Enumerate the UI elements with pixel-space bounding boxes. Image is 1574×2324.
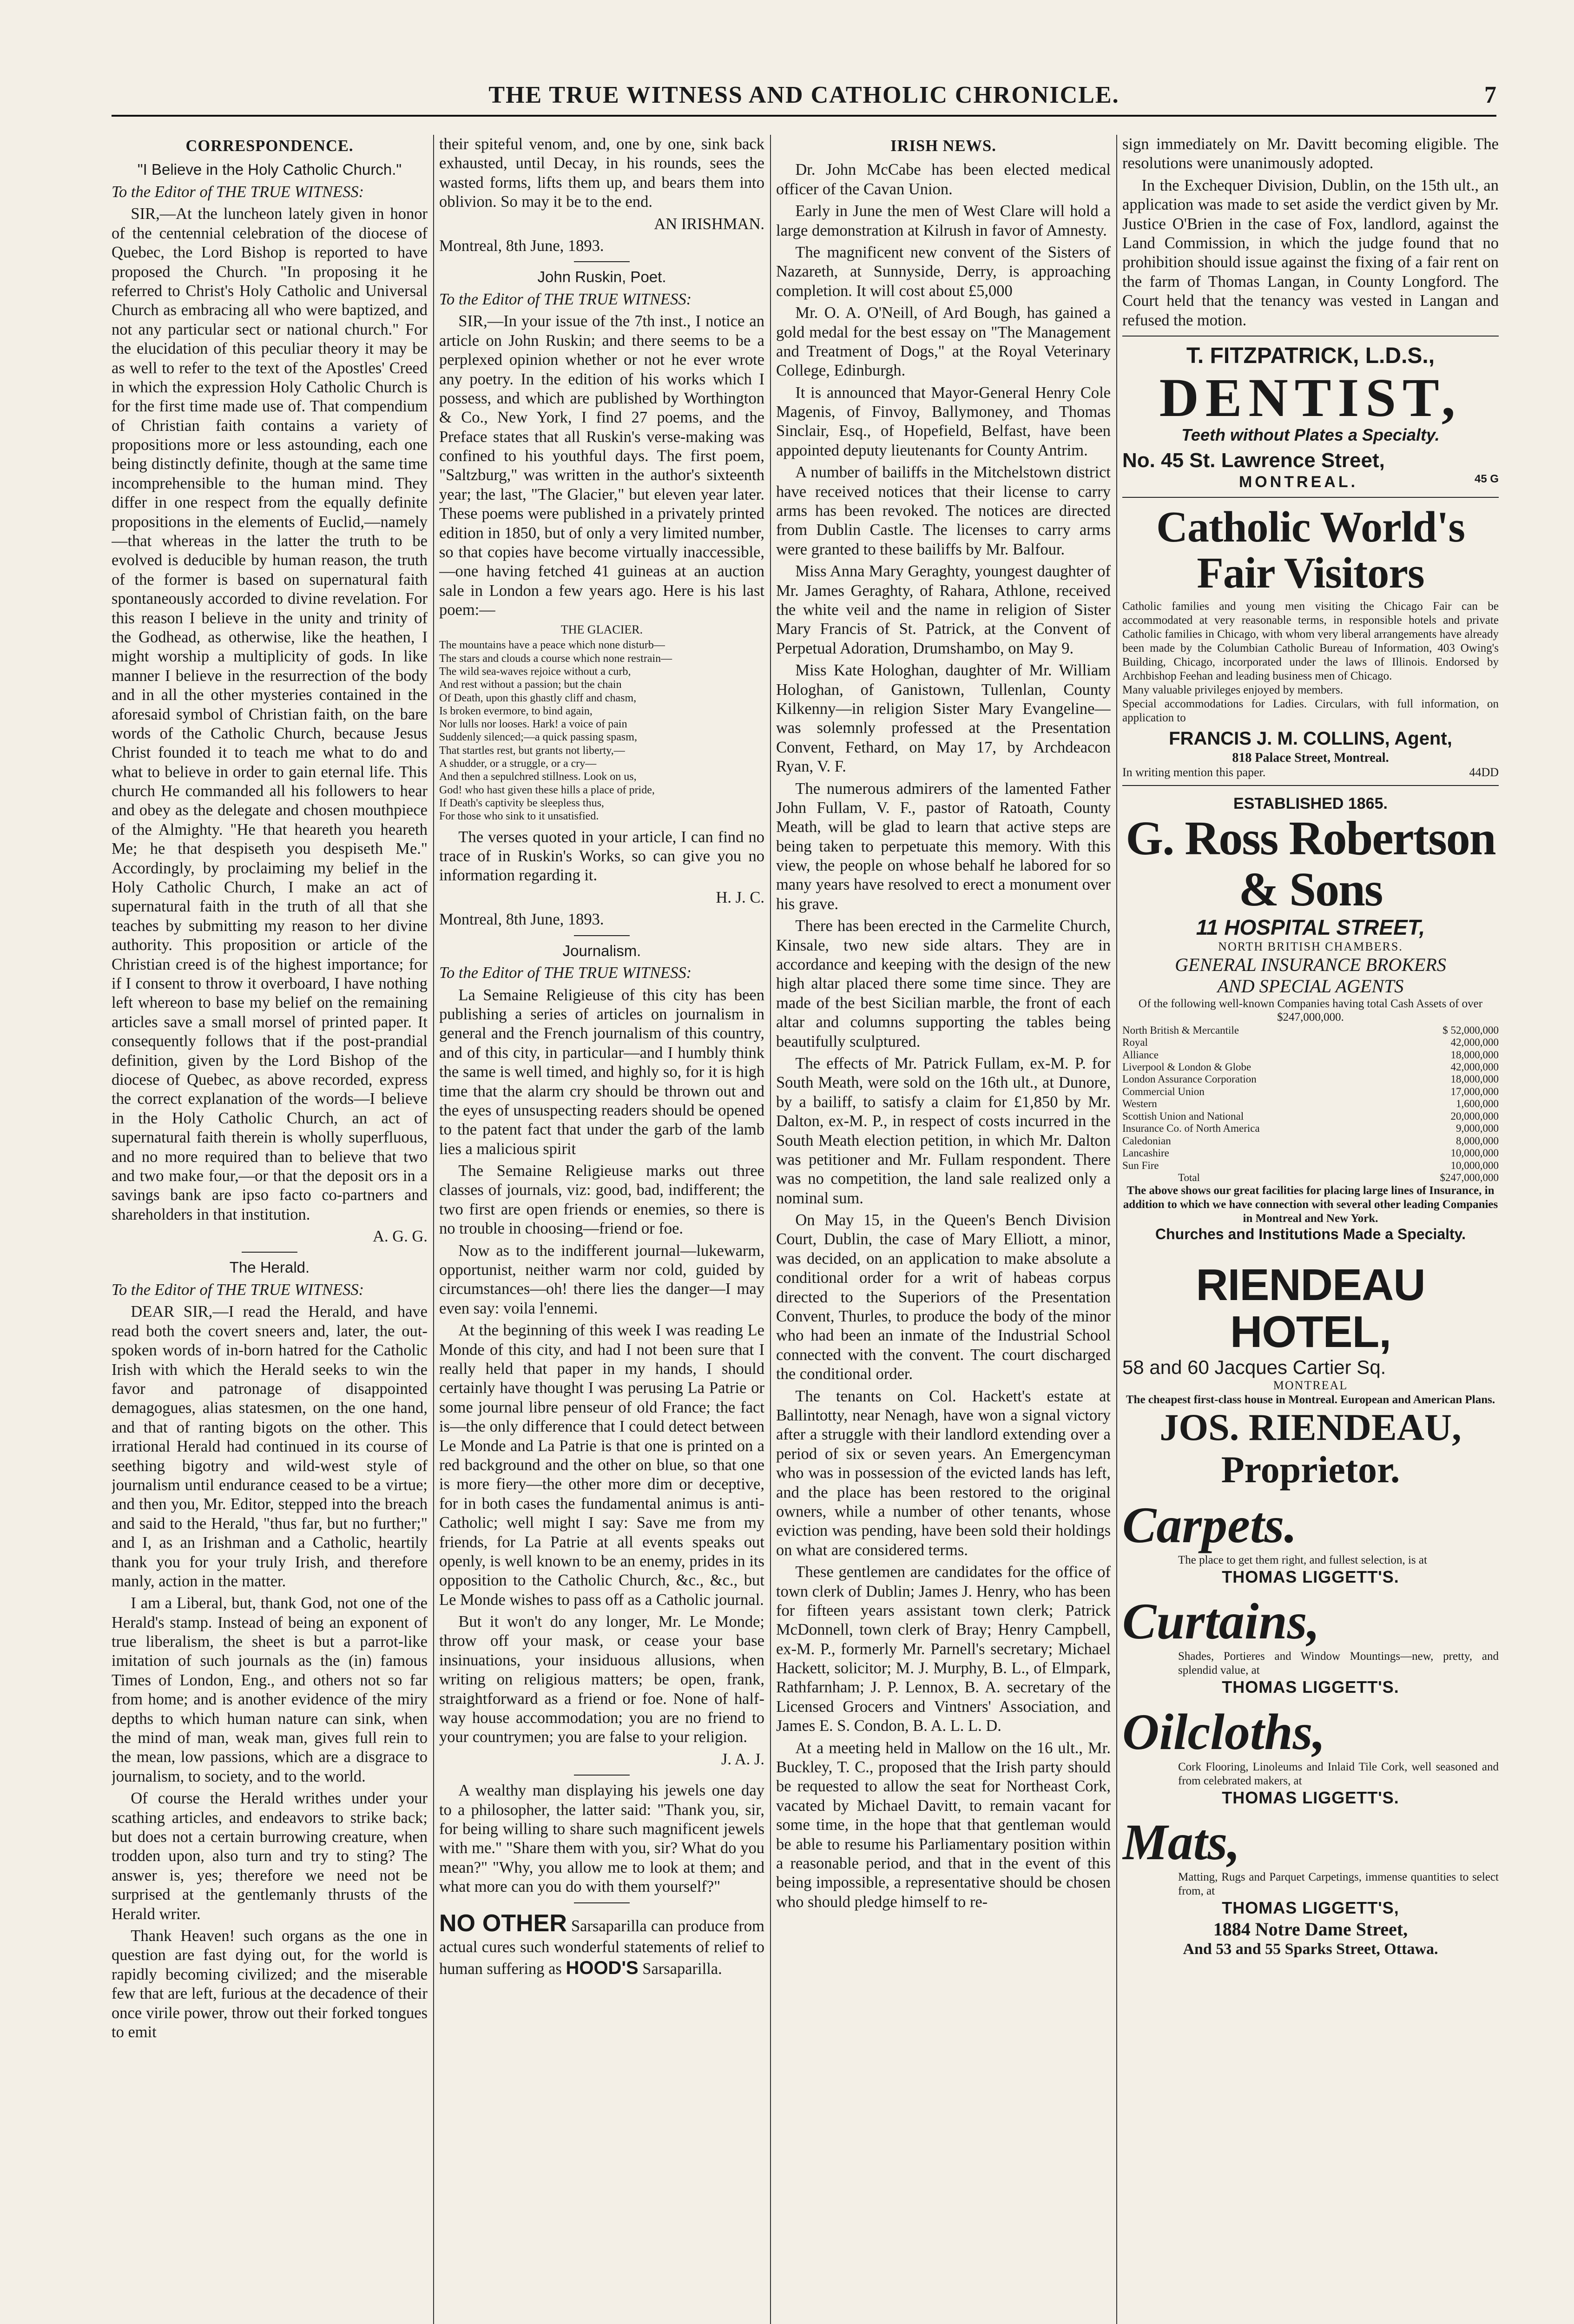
poem-line: Nor lulls nor looses. Hark! a voice of pain bbox=[439, 718, 627, 731]
ad-code: 44DD bbox=[1469, 765, 1499, 779]
poem-title: THE GLACIER. bbox=[560, 622, 643, 636]
news-item: Early in June the men of West Clare will hold a large demonstration at Kilrush in favor of Amnesty. bbox=[776, 202, 1111, 239]
letter-title: The Herald. bbox=[229, 1259, 310, 1276]
letter-signature: A. G. G. bbox=[373, 1228, 428, 1246]
company-assets: 8,000,000 bbox=[1456, 1135, 1499, 1147]
poem bbox=[439, 623, 764, 823]
news-item: On May 15, in the Queen's Bench Division Court, Dublin, the case of Mary Elliott, a minor, was decided, on an application to make absolute a conditional order for a writ of habeas corpus directed to the Superiors of the Presentation Convent, Thurles, to produce the body of the minor who had been an inmate of the Industrial School connected with the convent. The court discharged the conditional order. bbox=[776, 1211, 1111, 1383]
hoods-advertisement bbox=[439, 1909, 764, 1980]
dentist-specialty: Teeth without Plates a Specialty. bbox=[1181, 425, 1440, 444]
dentist-advertisement bbox=[1122, 343, 1499, 491]
oilcloths-text: Cork Flooring, Linoleums and Inlaid Tile Cork, well seasoned and from celebrated makers, at bbox=[1178, 1760, 1499, 1787]
separator-rule bbox=[1122, 497, 1499, 498]
company-assets: 17,000,000 bbox=[1450, 1085, 1499, 1097]
worlds-fair-text: Many valuable privileges enjoyed by members. bbox=[1122, 684, 1343, 697]
poem-line: The mountains have a peace which none disturb— bbox=[439, 639, 665, 652]
worlds-fair-text: Catholic families and young men visiting the Chicago Fair can be accommodated at very reasonable terms, in responsible hotels and private Catholic families in Chicago, with whom very liberal arrangements have already been made by the Columbian Catholic Bureau of Information, 403 Owing's Building, Chicago, incorporated under the laws of Illinois. Endorsed by Archbishop Feehan and leading business men of Chicago. bbox=[1122, 600, 1499, 683]
news-item: Miss Anna Mary Geraghty, youngest daughter of Mr. James Geraghty, of Rahara, Athlone, received the white veil and the name in religion of Sister Mary Francis of St. Patrick, at the Convent of Perpetual Adoration, Drumshambo, on May 9. bbox=[776, 562, 1111, 657]
news-item: Miss Kate Hologhan, daughter of Mr. William Hologhan, of Ganistown, Tullenlan, County Kilkenny—in religion Sister Mary Evangeline—was solemnly professed at the Presentation Convent, Fethard, on May 17, by Archdeacon Ryan, V. F. bbox=[776, 661, 1111, 776]
dentist-heading: DENTIST, bbox=[1159, 367, 1462, 428]
company-assets: 1,600,000 bbox=[1456, 1098, 1499, 1110]
column-1 bbox=[112, 135, 428, 2324]
news-item: There has been erected in the Carmelite Church, Kinsale, two new side altars. They are in accordance and keeping with the design of the new high altar placed there some time since. They are made of the best Sicilian marble, the front of each altar and columns supporting the tables being beautifully sculptured. bbox=[776, 917, 1111, 1050]
anecdote: A wealthy man displaying his jewels one day to a philosopher, the latter said: "Thank you, sir, for being willing to share such magnificent jewels with me." "Share them with you, sir? What do you mean?" "Why, you allow me to look at them; and what more can you do with them yourself?" bbox=[439, 1782, 764, 1896]
section-heading-correspondence: CORRESPONDENCE. bbox=[185, 137, 354, 155]
letter-signature: AN IRISHMAN. bbox=[654, 215, 764, 233]
separator-rule bbox=[1122, 785, 1499, 786]
separator-rule bbox=[574, 1775, 630, 1776]
table-row bbox=[1122, 1098, 1499, 1110]
table-row bbox=[1122, 1061, 1499, 1073]
letter-signature: J. A. J. bbox=[721, 1750, 764, 1768]
company-assets: 10,000,000 bbox=[1450, 1147, 1499, 1159]
hotel-description: The cheapest first-class house in Montreal. European and American Plans. bbox=[1126, 1393, 1495, 1406]
dentist-address: No. 45 St. Lawrence Street, bbox=[1122, 449, 1385, 472]
company-name: Commercial Union bbox=[1122, 1085, 1205, 1097]
company-name: Liverpool & London & Globe bbox=[1122, 1061, 1251, 1073]
table-row bbox=[1122, 1160, 1499, 1172]
column-3 bbox=[776, 135, 1111, 2324]
company-name: London Assurance Corporation bbox=[1122, 1073, 1257, 1085]
hotel-address: 58 and 60 Jacques Cartier Sq. bbox=[1122, 1356, 1386, 1378]
hoods-ad-brand: HOOD'S bbox=[566, 1958, 639, 1979]
separator-rule bbox=[574, 1902, 630, 1903]
news-item: In the Exchequer Division, Dublin, on the 15th ult., an application was made to set aside the verdict given by Mr. Justice O'Brien in the case of Fox, landlord, against the Land Commission, in which the judge found that no prohibition should issue against the fixing of a fair rent on the farm of Thomas Langan, in County Longford. The Court held that the tenancy was vested in Langan and refused the motion. bbox=[1122, 176, 1499, 329]
company-assets: 42,000,000 bbox=[1450, 1037, 1499, 1049]
hoods-ad-text: Sarsaparilla can produce from actual cures such wonderful statements of relief to human suffering as bbox=[439, 1917, 764, 1978]
letter-body: The verses quoted in your article, I can find no trace of in Ruskin's Works, so can give you no information regarding it. bbox=[439, 828, 764, 885]
letter-body: I am a Liberal, but, thank God, not one of the Herald's stamp. Instead of being an exponent of true liberalism, the sheet is but a parrot-like imitation of such journals as the (in) famous Times of London, Eng., and others not so far from home; and is another evidence of the miry depths to which human nature can sink, when the mind of man, weak man, gives full rein to the mean, low passions, which are a disgrace to journalism, to society, and to the world. bbox=[112, 1594, 428, 1785]
news-item: The tenants on Col. Hackett's estate at Ballintotty, near Nenagh, have won a signal victory after a struggle with their landlord extending over a period of six or seven years. An Emergencyman who was in possession of the evicted lands has left, and the place has been restored to the original owners, while a number of other tenants, whose eviction was pending, have been sold their holdings on what are considered terms. bbox=[776, 1387, 1111, 1559]
hoods-ad-headline: NO OTHER bbox=[439, 1909, 567, 1937]
table-row bbox=[1122, 1073, 1499, 1085]
separator-rule bbox=[242, 1252, 297, 1253]
separator-rule bbox=[574, 261, 630, 262]
hotel-name: RIENDEAU HOTEL, bbox=[1196, 1260, 1425, 1357]
company-assets: 42,000,000 bbox=[1450, 1061, 1499, 1073]
carpets-heading: Carpets. bbox=[1122, 1496, 1297, 1553]
news-item: Dr. John McCabe has been elected medical officer of the Cavan Union. bbox=[776, 161, 1111, 198]
mats-heading: Mats, bbox=[1122, 1814, 1240, 1871]
hoods-ad-end: Sarsaparilla. bbox=[642, 1960, 722, 1978]
liggett-name: THOMAS LIGGETT'S. bbox=[1222, 1677, 1399, 1697]
company-name: Royal bbox=[1122, 1037, 1148, 1049]
curtains-text: Shades, Portieres and Window Mountings—new, pretty, and splendid value, at bbox=[1178, 1650, 1499, 1677]
page-number: 7 bbox=[1484, 82, 1496, 108]
hotel-advertisement bbox=[1122, 1262, 1499, 1491]
carpets-text: The place to get them right, and fullest selection, is at bbox=[1178, 1553, 1427, 1566]
poem-line: A shudder, or a struggle, or a cry— bbox=[439, 758, 597, 770]
letter-salutation: To the Editor of THE TRUE WITNESS: bbox=[439, 290, 692, 308]
insurance-chambers: NORTH BRITISH CHAMBERS. bbox=[1218, 940, 1403, 954]
letter-salutation: To the Editor of THE TRUE WITNESS: bbox=[439, 964, 692, 982]
established-line: ESTABLISHED 1865. bbox=[1233, 795, 1388, 813]
letter-body: DEAR SIR,—I read the Herald, and have read both the covert sneers and, later, the out-spoken words of in-born hatred for the Catholic Irish with which the Herald seeks to win the favor and patronage of disappointed demagogues, alias statesmen, on the one hand, and that of ranting bigots on the other. This irrational Herald had continued in its course of seething bigotry and wild-west style of journalism until endurance ceased to be a virtue; and then you, Mr. Editor, stepped into the breach and said to the Herald, "thus far, but no further;" and I, as an Irishman and a Catholic, heartily thank you for your truly Irish, and therefore manly, action in the matter. bbox=[112, 1303, 428, 1590]
worlds-fair-title: Catholic World's Fair Visitors bbox=[1156, 503, 1465, 597]
separator-rule bbox=[574, 935, 630, 936]
liggett-address: 1884 Notre Dame Street, bbox=[1213, 1918, 1408, 1940]
masthead bbox=[112, 81, 1496, 123]
insurance-note: The above shows our great facilities for placing large lines of Insurance, in addition to which we have connection with several other leading Companies in Montreal and New York. bbox=[1123, 1184, 1498, 1225]
news-item: The magnificent new convent of the Sisters of Nazareth, at Sunnyside, Derry, is approaching completion. It will cost about £5,000 bbox=[776, 243, 1111, 300]
letter-body: The Semaine Religieuse marks out three classes of journals, viz: good, bad, indifferent; the two first are open friends or enemies, so there is no trouble in choosing—friend or foe. bbox=[439, 1162, 764, 1238]
agent-note-text: In writing mention this paper. bbox=[1122, 765, 1266, 779]
letter-body: La Semaine Religieuse of this city has been publishing a series of articles on journalism in general and the French journalism of this country, and of this city, in particular—and I humbly think the same is well timed, and highly so, for it is high time that the alarm cry should be thrown out and the eyes of unsuspecting readers should be opened to the patent fact that under the garb of the lamb lies a malicious spirit bbox=[439, 986, 764, 1158]
company-name: Western bbox=[1122, 1098, 1157, 1110]
news-item: It is announced that Mayor-General Henry Cole Magenis, of Finvoy, Ballymoney, and Thomas Sinclair, Esq., of Hopefield, Belfast, have been appointed deputy lieutenants for County Antrim. bbox=[776, 383, 1111, 459]
liggett-address-ottawa: And 53 and 55 Sparks Street, Ottawa. bbox=[1183, 1940, 1438, 1958]
company-name: Caledonian bbox=[1122, 1135, 1171, 1147]
mats-text: Matting, Rugs and Parquet Carpetings, immense quantities to select from, at bbox=[1178, 1871, 1499, 1898]
poem-line: God! who hast given these hills a place of pride, bbox=[439, 784, 655, 796]
worlds-fair-advertisement bbox=[1122, 504, 1499, 779]
news-item: The effects of Mr. Patrick Fullam, ex-M. P. for South Meath, were sold on the 16th ult., at Dunore, by a bailiff, to satisfy a claim for £1,850 by Mr. Dalton, ex-M. P., in respect of costs incurred in the South Meath election petition, in which Mr. Dalton was petitioner and Mr. Fullam respondent. There was no competition, the land sale realized only a nominal sum. bbox=[776, 1054, 1111, 1207]
insurance-advertisement bbox=[1122, 794, 1499, 1243]
poem-line: The stars and clouds a course which none restrain— bbox=[439, 652, 672, 665]
insurance-firm-name: G. Ross Robertson & Sons bbox=[1126, 812, 1495, 916]
letter-body: Now as to the indifferent journal—lukewarm, opportunist, neither warm nor cold, guided by circumstances—oh! there lies the danger—I may even say: voila l'ennemi. bbox=[439, 1241, 764, 1317]
table-row bbox=[1122, 1122, 1499, 1135]
column-4 bbox=[1122, 135, 1499, 2324]
poem-line: Is broken evermore, to bind again, bbox=[439, 705, 593, 717]
table-row bbox=[1122, 1110, 1499, 1122]
insurance-services: AND SPECIAL AGENTS bbox=[1217, 975, 1404, 997]
company-name: Sun Fire bbox=[1122, 1159, 1159, 1171]
company-assets: 9,000,000 bbox=[1456, 1122, 1499, 1135]
letter-body: At the beginning of this week I was reading Le Monde of this city, and had I not been sure that I really held that paper in my hands, I should certainly have thought I was perusing La Patrie or some journal libre penseur of old France; the fact is—the only difference that I could detect between Le Monde and La Patrie is that one is printed on a red background and the other on blue, so that one is more fiery—the other more dim or deceptive, for in both cases the fundamental animus is anti-Catholic; well might I say: Save me from my friends, for La Patrie at all events speaks out openly, is well known to be an enemy, prides in its opposition to the Catholic Church, &c., &c., but Le Monde wishes to pass off as a Catholic journal. bbox=[439, 1321, 764, 1609]
poem-line: Of Death, upon this ghastly cliff and chasm, bbox=[439, 692, 637, 704]
news-item: At a meeting held in Mallow on the 16 ult., Mr. Buckley, T. C., proposed that the Irish party should be requested to allow the seat for Northeast Cork, vacated by Michael Davitt, to remain vacant for some time, in the hope that that gentleman would be able to resume his Parliamentary position within a reasonable period, and that in the event of this being impossible, a representative should be chosen who should pledge himself to re- bbox=[776, 1739, 1111, 1911]
company-assets: $ 52,000,000 bbox=[1442, 1024, 1499, 1036]
letter-title: Journalism. bbox=[562, 942, 641, 959]
company-name: Alliance bbox=[1122, 1049, 1159, 1061]
column-divider bbox=[770, 135, 771, 2324]
letter-body: But it won't do any longer, Mr. Le Monde; throw off your mask, or cease your base insinuations, your insiduous allusions, when writing on religious matters; be open, frank, straightforward as a friend or foe. None of half-way house accommodation; you are no friend to your countrymen; you are false to your religion. bbox=[439, 1613, 764, 1746]
letter-salutation: To the Editor of THE TRUE WITNESS: bbox=[112, 1281, 364, 1299]
table-row bbox=[1122, 1147, 1499, 1159]
agent-note bbox=[1122, 766, 1499, 780]
company-name: North British & Mercantile bbox=[1122, 1024, 1239, 1036]
insurance-companies-table bbox=[1122, 1024, 1499, 1184]
company-name: Lancashire bbox=[1122, 1147, 1169, 1159]
letter-body: Thank Heaven! such organs as the one in question are fast dying out, for the world is rapidly becoming civilized; and the miserable few that are left, furious at the decadence of their once virile power, throw out their forked tongues to emit bbox=[112, 1927, 428, 2041]
liggett-name: THOMAS LIGGETT'S. bbox=[1222, 1567, 1399, 1586]
column-divider bbox=[1116, 135, 1117, 2324]
insurance-services: GENERAL INSURANCE BROKERS bbox=[1175, 954, 1446, 975]
news-item: A number of bailiffs in the Mitchelstown district have received notices that their license to carry arms has been revoked. The notices are directed from Dublin Castle. The licenses to carry arms were granted to these bailiffs by Mr. Balfour. bbox=[776, 463, 1111, 558]
poem-line: Suddenly silenced;—a quick passing spasm, bbox=[439, 731, 637, 744]
news-item: The numerous admirers of the lamented Father John Fullam, V. F., pastor of Ratoath, County Meath, will be glad to learn that active steps are being taken to perpetuate this memory. With this view, the people on whose behalf he labored for so many years have resolved to erect a monument over his grave. bbox=[776, 779, 1111, 913]
liggett-advertisement bbox=[1122, 1497, 1499, 1959]
news-item: These gentlemen are candidates for the office of town clerk of Dublin; James J. Henry, who has been for fifteen years assistant town clerk; Patrick McDonnell, town clerk of Bray; Henry Campbell, ex-M. P., formerly Mr. Parnell's secretary; Michael Hackett, solicitor; M. J. Murphy, B. L., of Elmpark, Rathfarnham; J. P. Lennox, B. A. secretary of the Licensed Grocers and Vintners' Association, and James E. S. Condon, B. A. L. L. D. bbox=[776, 1563, 1111, 1735]
poem-line: And rest without a passion; but the chain bbox=[439, 679, 622, 691]
liggett-name: THOMAS LIGGETT'S. bbox=[1222, 1788, 1399, 1807]
insurance-intro: Of the following well-known Companies having total Cash Assets of over $247,000,000. bbox=[1138, 997, 1483, 1024]
company-assets: 18,000,000 bbox=[1450, 1073, 1499, 1085]
poem-line: If Death's captivity be sleepless thus, bbox=[439, 797, 604, 809]
table-row bbox=[1122, 1024, 1499, 1037]
worlds-fair-text: Special accommodations for Ladies. Circulars, with full information, on application to bbox=[1122, 698, 1499, 725]
poem-line: That startles rest, but grants not liberty,— bbox=[439, 744, 625, 757]
letter-title: John Ruskin, Poet. bbox=[537, 268, 666, 286]
company-assets: 20,000,000 bbox=[1450, 1110, 1499, 1122]
letter-dateline: Montreal, 8th June, 1893. bbox=[439, 237, 604, 255]
letter-body: SIR,—In your issue of the 7th inst., I notice an article on John Ruskin; and there seems to be a perplexed opinion whether or not he ever wrote any poetry. In the edition of his works which I possess, and which are published by Worthington & Co., New York, I find 27 poems, and the Preface states that all Ruskin's verse-making was confined to his youthful days. The first poem, "Saltzburg," was written in the author's sixteenth year; the last, "The Glacier," but eleven year later. These poems were published in a privately printed edition in 1850, but of only a very limited number, so that copies have become virtually inaccessible,—one having fetched 41 guineas at an auction sale in London a few years ago. Here is his last poem:— bbox=[439, 312, 764, 619]
agent-address: 818 Palace Street, Montreal. bbox=[1232, 750, 1389, 765]
poem-line: And then a sepulchred stillness. Look on us, bbox=[439, 771, 637, 783]
ad-code: 45 G bbox=[1474, 472, 1499, 485]
table-total-row bbox=[1122, 1172, 1499, 1184]
dentist-city-text: MONTREAL. bbox=[1238, 473, 1358, 491]
poem-line: For those who sink to it unsatisfied. bbox=[439, 810, 599, 823]
company-assets: 10,000,000 bbox=[1450, 1159, 1499, 1171]
company-name: Insurance Co. of North America bbox=[1122, 1122, 1260, 1135]
column-divider bbox=[433, 135, 434, 2324]
total-label: Total bbox=[1178, 1171, 1200, 1183]
insurance-specialty: Churches and Institutions Made a Specialty. bbox=[1155, 1226, 1466, 1243]
letter-signature: H. J. C. bbox=[716, 888, 764, 906]
hotel-proprietor: JOS. RIENDEAU, Proprietor. bbox=[1159, 1406, 1462, 1491]
dentist-city bbox=[1122, 473, 1499, 491]
company-assets: 18,000,000 bbox=[1450, 1049, 1499, 1061]
curtains-heading: Curtains, bbox=[1122, 1593, 1320, 1650]
masthead-rule bbox=[112, 115, 1496, 117]
letter-body: Of course the Herald writhes under your scathing articles, and endeavors to strike back; but does not a certain burrowing creature, when trodden upon, also turn and try to sting? The answer is, yes; therefore we need not be surprised at the gentlemanly thrusts of the Herald writer. bbox=[112, 1789, 428, 1923]
letter-body: SIR,—At the luncheon lately given in honor of the centennial celebration of the diocese of Quebec, the Lord Bishop is reported to have proposed the Church. "In proposing it he referred to Christ's Holy Catholic and Universal Church as embracing all who were baptized, and not any particular sect or national church." For the elucidation of this peculiar theory it may be as well to refer to the text of the Apostles' Creed in which the expression Holy Catholic Church is for the first time made use of. That compendium of Christian faith contains a variety of propositions more or less astounding, each one being distinctly definite, though at the same time incomprehensible to the human mind. They differ in one respect from the equally definite propositions in the elements of Euclid,—namely—that whereas in the latter the truth to be evolved is deducible by human reason, the truth of the former is based on supernatural faith spontaneously accorded to divine revelation. For this reason I believe in the unity and trinity of the Godhead, as otherwise, like the heathen, I might worship a multiplicity of gods. In like manner I believe in the resurrection of the body and in all the other mysteries contained in the aforesaid symbol of Christian faith, on the bare words of the Catholic Church, because Jesus Christ founded it to teach me what to do and what to believe in order to gain eternal life. This church He commanded all his followers to hear and obey as the delegate and chosen mouthpiece of the Almighty. "He that heareth you heareth Me; he that despiseth you despiseth Me." Accordingly, by proclaiming my belief in the Holy Catholic Church, I make an act of supernatural faith in the truth of all that she teaches by submitting my reason to her divine authority. This proposition or article of the Christian creed is of the highest importance; for if I consent to throw it overboard, I have nothing left whereon to base my belief on the remaining articles save a small morsel of printed paper. It consequently follows that if the post-prandial definition, given by the Lord Bishop of the diocese of Quebec, as above recorded, express the correct explanation of the words—I believe in the Holy Catholic Church, an act of supernatural faith therein is wholly superfluous, and no more required than to believe that two and two make four,—or that the deposit ors in a savings bank are ipso facto co-partners and shareholders in that institution. bbox=[112, 205, 428, 1223]
poem-line: The wild sea-waves rejoice without a curb, bbox=[439, 665, 631, 678]
agent-name: FRANCIS J. M. COLLINS, Agent, bbox=[1169, 728, 1452, 749]
dentist-name: T. FITZPATRICK, L.D.S., bbox=[1186, 343, 1435, 368]
table-row bbox=[1122, 1086, 1499, 1098]
company-name: Scottish Union and National bbox=[1122, 1110, 1244, 1122]
oilcloths-heading: Oilcloths, bbox=[1122, 1703, 1325, 1760]
liggett-name: THOMAS LIGGETT'S, bbox=[1222, 1898, 1399, 1918]
letter-dateline: Montreal, 8th June, 1893. bbox=[439, 911, 604, 929]
column-2 bbox=[439, 135, 764, 2324]
total-assets: $247,000,000 bbox=[1440, 1171, 1499, 1183]
section-heading-irish-news: IRISH NEWS. bbox=[890, 137, 996, 155]
hotel-city: MONTREAL bbox=[1273, 1379, 1348, 1393]
letter-salutation: To the Editor of THE TRUE WITNESS: bbox=[112, 183, 364, 201]
letter-title: "I Believe in the Holy Catholic Church." bbox=[137, 161, 402, 178]
news-item: Mr. O. A. O'Neill, of Ard Bough, has gained a gold medal for the best essay on "The Management and Treatment of Dogs," at the Royal Veterinary College, Edinburgh. bbox=[776, 304, 1111, 380]
separator-rule bbox=[1122, 336, 1499, 337]
newspaper-title: THE TRUE WITNESS AND CATHOLIC CHRONICLE. bbox=[488, 82, 1120, 108]
table-row bbox=[1122, 1037, 1499, 1049]
letter-body: their spiteful venom, and, one by one, sink back exhausted, until Decay, in his rounds, sees the wasted forms, lifts them up, and bears them into oblivion. So may it be to the end. bbox=[439, 135, 764, 211]
insurance-address: 11 HOSPITAL STREET, bbox=[1196, 915, 1425, 939]
table-row bbox=[1122, 1049, 1499, 1061]
table-row bbox=[1122, 1135, 1499, 1147]
news-item: sign immediately on Mr. Davitt becoming eligible. The resolutions were unanimously adopted. bbox=[1122, 135, 1499, 172]
